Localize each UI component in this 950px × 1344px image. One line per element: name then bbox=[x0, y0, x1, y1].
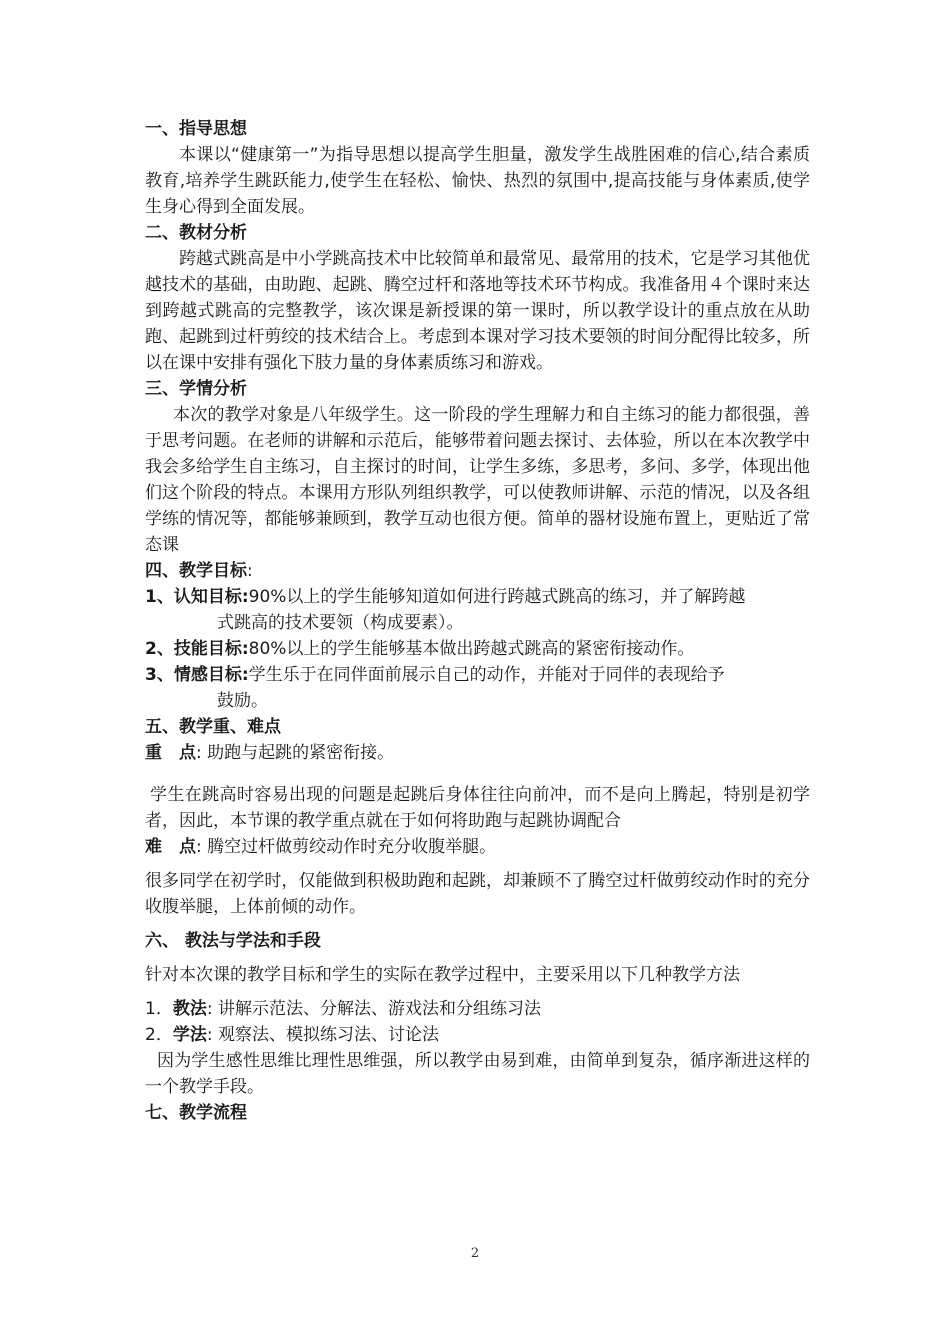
method-teaching-number: 1． bbox=[145, 999, 173, 1019]
section-4-heading bbox=[145, 558, 810, 584]
key-point-text: : 助跑与起跳的紧密衔接。 bbox=[196, 743, 395, 763]
goal-cognitive-text: 90%以上的学生能够知道如何进行跨越式跳高的练习，并了解跨越 bbox=[248, 587, 746, 607]
spacer bbox=[145, 988, 810, 996]
difficult-point-description: 很多同学在初学时，仅能做到积极助跑和起跳，却兼顾不了腾空过杆做剪绞动作时的充分收腹举腿，上体前倾的动作。 bbox=[145, 871, 810, 917]
section-4-title: 四、教学目标 bbox=[145, 561, 247, 581]
goal-affective-continued: 鼓励。 bbox=[217, 691, 268, 711]
page-content bbox=[145, 116, 810, 1126]
difficult-point bbox=[145, 834, 810, 860]
key-point-description: 学生在跳高时容易出现的问题是起跳后身体往往向前冲，而不是向上腾起，特别是初学者，因此，本节课的教学重点就在于如何将助跑与起跳协调配合 bbox=[145, 785, 810, 831]
method-learning-label: 学法 bbox=[172, 1025, 207, 1045]
section-6-paragraph: 因为学生感性思维比理性思维强，所以教学由易到难，由简单到复杂，循序渐进这样的一个教学手段。 bbox=[145, 1051, 810, 1097]
section-4-colon: : bbox=[247, 561, 253, 581]
method-teaching-label: 教法 bbox=[172, 999, 207, 1019]
goal-affective bbox=[145, 662, 810, 688]
section-3-paragraph: 本次的教学对象是八年级学生。这一阶段的学生理解力和自主练习的能力都很强，善于思考问题。在老师的讲解和示范后，能够带着问题去探讨、去体验，所以在本次教学中我会多给学生自主练习，自主探讨的时间，让学生多练，多思考，多问、多学，体现出他们这个阶段的特点。本课用方形队列组织教学，可以使教师讲解、示范的情况，以及各组学练的情况等，都能够兼顾到，教学互动也很方便。简单的器材设施布置上，更贴近了常态课 bbox=[145, 405, 810, 555]
method-learning-text: : 观察法、模拟练习法、讨论法 bbox=[206, 1025, 439, 1045]
section-5-heading: 五、教学重、难点 bbox=[145, 717, 281, 737]
section-2-paragraph: 跨越式跳高是中小学跳高技术中比较简单和最常见、最常用的技术，它是学习其他优越技术的基础，由助跑、起跳、腾空过杆和落地等技术环节构成。我准备用４个课时来达到跨越式跳高的完整教学，该次课是新授课的第一课时，所以教学设计的重点放在从助跑、起跳到过杆剪绞的技术结合上。考虑到本课对学习技术要领的时间分配得比较多，所以在课中安排有强化下肢力量的身体素质练习和游戏。 bbox=[145, 249, 810, 373]
spacer bbox=[145, 920, 810, 928]
key-point bbox=[145, 740, 810, 766]
goal-skill bbox=[145, 636, 810, 662]
section-2-heading: 二、教材分析 bbox=[145, 223, 247, 243]
goal-cognitive-continued: 式跳高的技术要领（构成要素）。 bbox=[217, 613, 464, 633]
method-teaching bbox=[145, 996, 810, 1022]
section-1-heading: 一、指导思想 bbox=[145, 119, 247, 139]
spacer bbox=[145, 860, 810, 868]
difficult-point-text: : 腾空过杆做剪绞动作时充分收腹举腿。 bbox=[196, 837, 497, 857]
goal-cognitive-label: 1、认知目标: bbox=[145, 587, 249, 607]
goal-affective-label: 3、情感目标: bbox=[145, 665, 249, 685]
spacer bbox=[145, 954, 810, 962]
key-point-label: 重 点 bbox=[145, 743, 196, 763]
method-teaching-text: : 讲解示范法、分解法、游戏法和分组练习法 bbox=[206, 999, 541, 1019]
difficult-point-label: 难 点 bbox=[145, 837, 196, 857]
section-6-heading: 六、 教法与学法和手段 bbox=[145, 931, 321, 951]
section-7-heading: 七、教学流程 bbox=[145, 1103, 247, 1123]
goal-affective-text: 学生乐于在同伴面前展示自己的动作，并能对于同伴的表现给予 bbox=[248, 665, 725, 685]
spacer bbox=[145, 766, 810, 782]
section-6-intro: 针对本次课的教学目标和学生的实际在教学过程中，主要采用以下几种教学方法 bbox=[145, 965, 740, 985]
method-learning bbox=[145, 1022, 810, 1048]
method-learning-number: 2． bbox=[145, 1025, 173, 1045]
section-1-paragraph: 本课以“健康第一”为指导思想以提高学生胆量，激发学生战胜困难的信心,结合素质教育,培养学生跳跃能力,使学生在轻松、愉快、热烈的氛围中,提高技能与身体素质,使学生身心得到全面发展。 bbox=[145, 145, 810, 217]
goal-skill-label: 2、技能目标: bbox=[145, 639, 249, 659]
goal-cognitive bbox=[145, 584, 810, 610]
section-3-heading: 三、学情分析 bbox=[145, 379, 247, 399]
page-number: 2 bbox=[470, 1246, 480, 1261]
goal-skill-text: 80%以上的学生能够基本做出跨越式跳高的紧密衔接动作。 bbox=[248, 639, 695, 659]
